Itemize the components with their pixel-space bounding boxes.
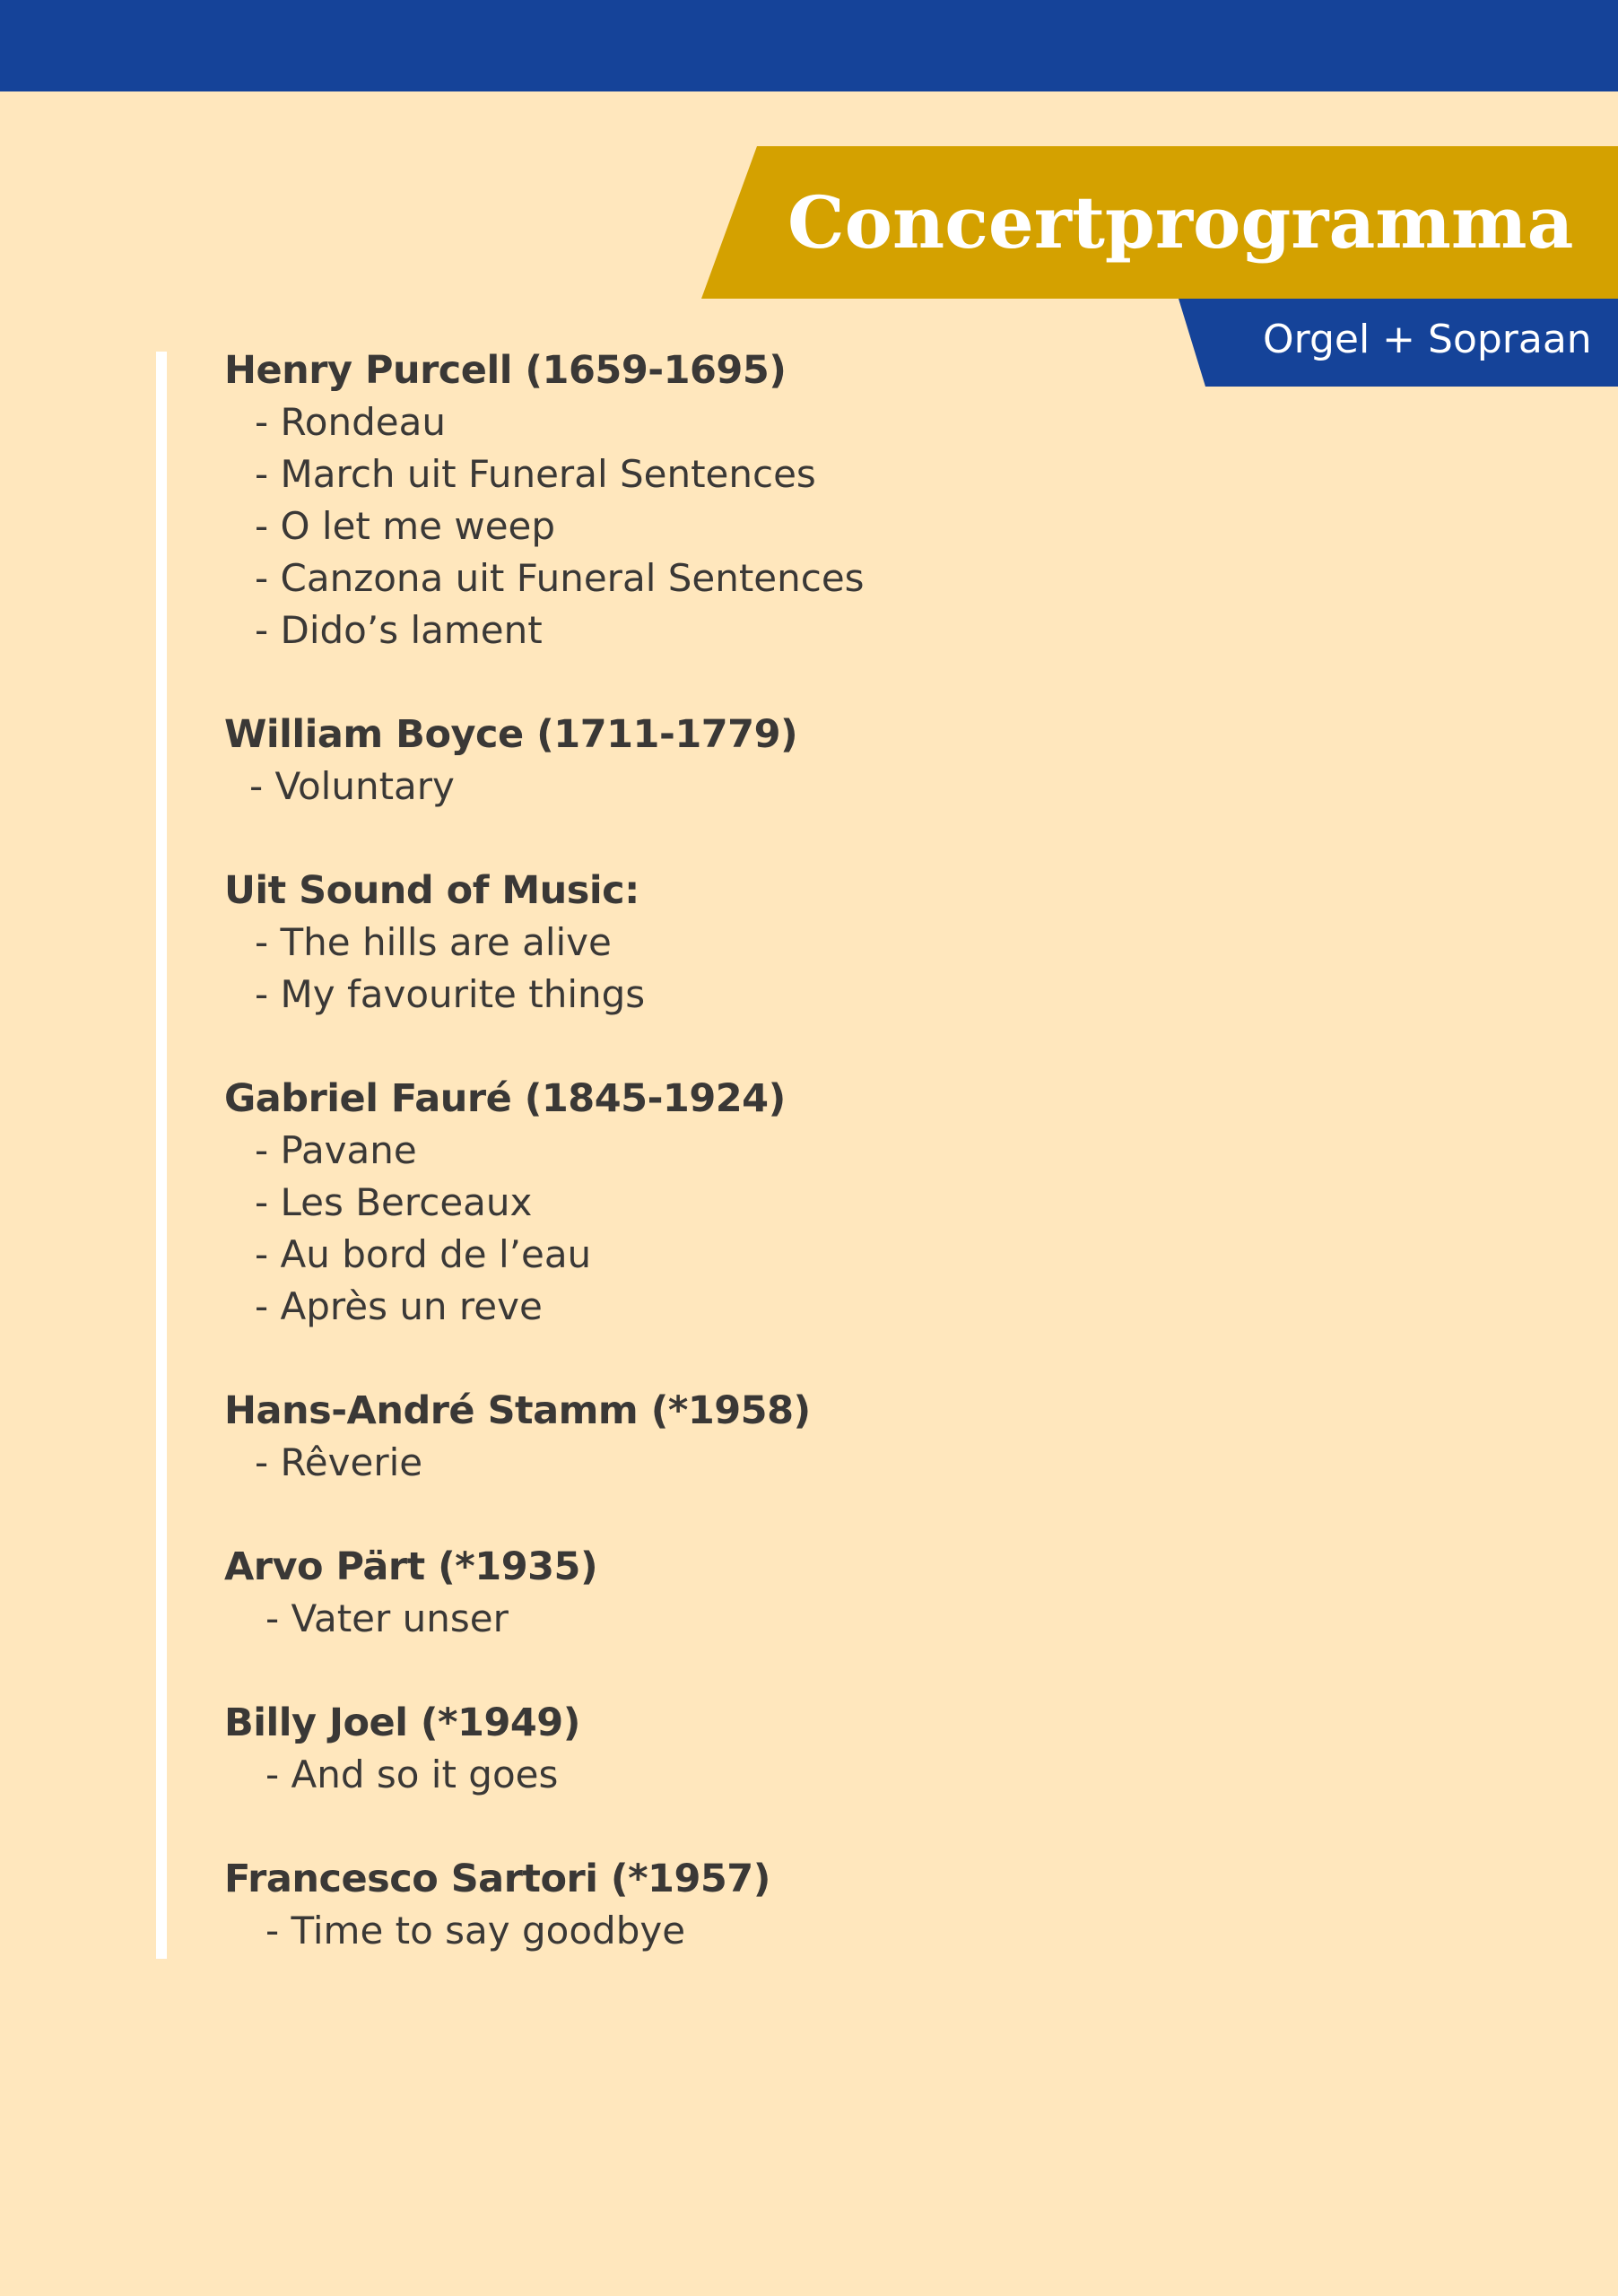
program-group-boyce [224,709,1300,813]
piece-item: - Canzona uit Funeral Sentences [255,556,865,600]
composer-heading: Francesco Sartori (*1957) [224,1857,770,1901]
program-group-stamm [224,1385,1300,1489]
piece-list [224,1749,1300,1801]
piece-item: - Les Berceaux [255,1180,533,1224]
piece-item: - Pavane [255,1128,417,1172]
piece-list [224,1905,1300,1957]
program-list [224,344,1300,1957]
composer-heading: Henry Purcell (1659-1695) [224,348,787,393]
piece-list [224,1437,1300,1489]
piece-item: - Après un reve [255,1284,543,1328]
composer-heading: Arvo Pärt (*1935) [224,1544,598,1589]
program-group-sartori [224,1853,1300,1957]
composer-heading: Gabriel Fauré (1845-1924) [224,1076,786,1121]
composer-heading: Billy Joel (*1949) [224,1700,580,1745]
piece-item: - My favourite things [255,972,646,1016]
composer-heading: Hans-André Stamm (*1958) [224,1388,811,1433]
piece-list [224,396,1300,657]
left-accent-rule [156,352,167,1959]
program-group-part [224,1541,1300,1645]
piece-list [224,1125,1300,1333]
page-title: Concertprogramma [787,180,1574,265]
piece-item: - And so it goes [265,1752,559,1796]
piece-list [224,917,1300,1021]
piece-item: - Vater unser [265,1596,509,1640]
program-group-purcell [224,344,1300,657]
piece-item: - Au bord de l’eau [255,1232,592,1276]
page-subtitle: Orgel + Sopraan [1263,317,1592,362]
piece-item: - Rêverie [255,1440,423,1484]
piece-item: - Rondeau [255,400,446,444]
piece-item: - Dido’s lament [255,608,543,652]
top-color-bar [0,0,1618,91]
piece-item: - March uit Funeral Sentences [255,452,816,496]
piece-item: - The hills are alive [255,920,612,964]
piece-list [224,761,1300,813]
composer-heading: Uit Sound of Music: [224,868,639,913]
piece-item: - Voluntary [249,764,455,808]
piece-item: - Time to say goodbye [265,1909,686,1952]
program-group-joel [224,1697,1300,1801]
piece-item: - O let me weep [255,504,556,548]
piece-list [224,1593,1300,1645]
program-group-sound-of-music [224,865,1300,1021]
program-group-faure [224,1073,1300,1333]
composer-heading: William Boyce (1711-1779) [224,712,798,757]
